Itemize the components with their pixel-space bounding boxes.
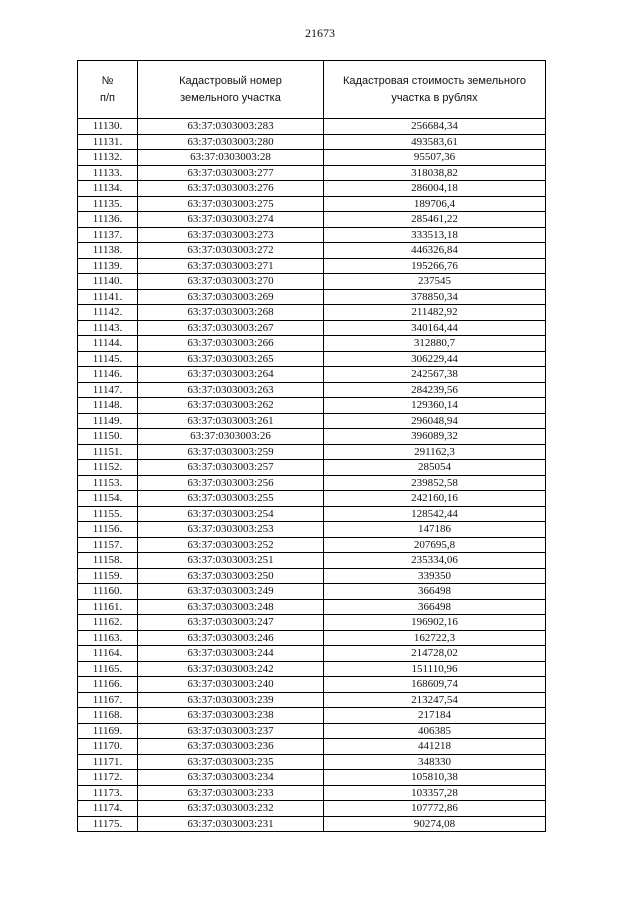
cadastral-number-cell: 63:37:0303003:283 xyxy=(138,119,324,135)
cadastral-number-cell: 63:37:0303003:268 xyxy=(138,305,324,321)
cadastral-number-cell: 63:37:0303003:263 xyxy=(138,382,324,398)
cadastral-value-cell: 441218 xyxy=(324,739,546,755)
row-number-cell: 11164. xyxy=(78,646,138,662)
row-number-cell: 11141. xyxy=(78,289,138,305)
row-number-cell: 11143. xyxy=(78,320,138,336)
row-number-cell: 11174. xyxy=(78,801,138,817)
cadastral-value-cell: 239852,58 xyxy=(324,475,546,491)
cadastral-number-cell: 63:37:0303003:252 xyxy=(138,537,324,553)
table-row xyxy=(78,413,546,429)
row-number-cell: 11140. xyxy=(78,274,138,290)
cadastral-value-cell: 237545 xyxy=(324,274,546,290)
cadastral-value-cell: 129360,14 xyxy=(324,398,546,414)
row-number-cell: 11175. xyxy=(78,816,138,832)
cadastral-number-cell: 63:37:0303003:275 xyxy=(138,196,324,212)
row-number-cell: 11157. xyxy=(78,537,138,553)
cadastral-value-cell: 196902,16 xyxy=(324,615,546,631)
cadastral-number-cell: 63:37:0303003:246 xyxy=(138,630,324,646)
table-row xyxy=(78,243,546,259)
table-row xyxy=(78,677,546,693)
cadastral-value-cell: 366498 xyxy=(324,584,546,600)
cadastral-number-cell: 63:37:0303003:240 xyxy=(138,677,324,693)
cadastral-value-cell: 95507,36 xyxy=(324,150,546,166)
table-row xyxy=(78,196,546,212)
cadastral-number-cell: 63:37:0303003:257 xyxy=(138,460,324,476)
table-row xyxy=(78,739,546,755)
cadastral-number-cell: 63:37:0303003:239 xyxy=(138,692,324,708)
cadastral-value-table xyxy=(77,60,546,832)
cadastral-number-cell: 63:37:0303003:270 xyxy=(138,274,324,290)
row-number-cell: 11132. xyxy=(78,150,138,166)
table-row xyxy=(78,212,546,228)
cadastral-value-cell: 217184 xyxy=(324,708,546,724)
row-number-cell: 11130. xyxy=(78,119,138,135)
table-row xyxy=(78,227,546,243)
table-row xyxy=(78,320,546,336)
row-number-cell: 11163. xyxy=(78,630,138,646)
cadastral-value-cell: 128542,44 xyxy=(324,506,546,522)
table-row xyxy=(78,537,546,553)
table-row xyxy=(78,150,546,166)
cadastral-number-cell: 63:37:0303003:231 xyxy=(138,816,324,832)
table-row xyxy=(78,444,546,460)
cadastral-number-cell: 63:37:0303003:235 xyxy=(138,754,324,770)
row-number-cell: 11173. xyxy=(78,785,138,801)
cadastral-value-cell: 366498 xyxy=(324,599,546,615)
table-row xyxy=(78,584,546,600)
table-row xyxy=(78,661,546,677)
cadastral-value-cell: 396089,32 xyxy=(324,429,546,445)
table-row xyxy=(78,754,546,770)
row-number-cell: 11161. xyxy=(78,599,138,615)
cadastral-value-cell: 348330 xyxy=(324,754,546,770)
row-number-cell: 11133. xyxy=(78,165,138,181)
cadastral-value-cell: 285054 xyxy=(324,460,546,476)
table-row xyxy=(78,615,546,631)
cadastral-number-cell: 63:37:0303003:269 xyxy=(138,289,324,305)
cadastral-value-cell: 284239,56 xyxy=(324,382,546,398)
table-row xyxy=(78,134,546,150)
cadastral-value-cell: 256684,34 xyxy=(324,119,546,135)
cadastral-value-cell: 339350 xyxy=(324,568,546,584)
cadastral-number-cell: 63:37:0303003:267 xyxy=(138,320,324,336)
row-number-cell: 11159. xyxy=(78,568,138,584)
cadastral-value-cell: 291162,3 xyxy=(324,444,546,460)
cadastral-value-cell: 90274,08 xyxy=(324,816,546,832)
table-row xyxy=(78,801,546,817)
cadastral-value-cell: 207695,8 xyxy=(324,537,546,553)
cadastral-number-cell: 63:37:0303003:236 xyxy=(138,739,324,755)
cadastral-value-cell: 189706,4 xyxy=(324,196,546,212)
cadastral-number-cell: 63:37:0303003:276 xyxy=(138,181,324,197)
cadastral-value-cell: 446326,84 xyxy=(324,243,546,259)
table-row xyxy=(78,522,546,538)
table-row xyxy=(78,785,546,801)
cadastral-value-cell: 378850,34 xyxy=(324,289,546,305)
cadastral-number-cell: 63:37:0303003:237 xyxy=(138,723,324,739)
row-number-cell: 11151. xyxy=(78,444,138,460)
row-number-cell: 11139. xyxy=(78,258,138,274)
cadastral-value-cell: 147186 xyxy=(324,522,546,538)
cadastral-value-cell: 286004,18 xyxy=(324,181,546,197)
cadastral-number-cell: 63:37:0303003:26 xyxy=(138,429,324,445)
row-number-cell: 11169. xyxy=(78,723,138,739)
row-number-cell: 11166. xyxy=(78,677,138,693)
header-cadastral-value: Кадастровая стоимость земельного участка в рублях xyxy=(324,61,546,119)
table-row xyxy=(78,646,546,662)
row-number-cell: 11148. xyxy=(78,398,138,414)
row-number-cell: 11146. xyxy=(78,367,138,383)
row-number-cell: 11144. xyxy=(78,336,138,352)
table-header xyxy=(78,61,546,119)
row-number-cell: 11152. xyxy=(78,460,138,476)
cadastral-number-cell: 63:37:0303003:248 xyxy=(138,599,324,615)
table-row xyxy=(78,460,546,476)
table-row xyxy=(78,429,546,445)
row-number-cell: 11154. xyxy=(78,491,138,507)
row-number-cell: 11156. xyxy=(78,522,138,538)
row-number-cell: 11138. xyxy=(78,243,138,259)
table-row xyxy=(78,289,546,305)
header-row-number: № п/п xyxy=(78,61,138,119)
cadastral-value-cell: 318038,82 xyxy=(324,165,546,181)
cadastral-value-cell: 214728,02 xyxy=(324,646,546,662)
cadastral-value-cell: 333513,18 xyxy=(324,227,546,243)
cadastral-number-cell: 63:37:0303003:273 xyxy=(138,227,324,243)
cadastral-number-cell: 63:37:0303003:264 xyxy=(138,367,324,383)
cadastral-number-cell: 63:37:0303003:244 xyxy=(138,646,324,662)
cadastral-number-cell: 63:37:0303003:233 xyxy=(138,785,324,801)
row-number-cell: 11172. xyxy=(78,770,138,786)
table-row xyxy=(78,723,546,739)
row-number-cell: 11134. xyxy=(78,181,138,197)
table-row xyxy=(78,351,546,367)
row-number-cell: 11171. xyxy=(78,754,138,770)
table-row xyxy=(78,336,546,352)
row-number-cell: 11170. xyxy=(78,739,138,755)
table-row xyxy=(78,258,546,274)
table-row xyxy=(78,119,546,135)
cadastral-value-cell: 168609,74 xyxy=(324,677,546,693)
row-number-cell: 11153. xyxy=(78,475,138,491)
table-row xyxy=(78,506,546,522)
cadastral-value-cell: 162722,3 xyxy=(324,630,546,646)
cadastral-value-cell: 493583,61 xyxy=(324,134,546,150)
cadastral-number-cell: 63:37:0303003:266 xyxy=(138,336,324,352)
row-number-cell: 11145. xyxy=(78,351,138,367)
table-row xyxy=(78,553,546,569)
cadastral-number-cell: 63:37:0303003:238 xyxy=(138,708,324,724)
table-row xyxy=(78,398,546,414)
table-row xyxy=(78,305,546,321)
cadastral-value-cell: 242567,38 xyxy=(324,367,546,383)
cadastral-number-cell: 63:37:0303003:277 xyxy=(138,165,324,181)
cadastral-number-cell: 63:37:0303003:259 xyxy=(138,444,324,460)
cadastral-number-cell: 63:37:0303003:254 xyxy=(138,506,324,522)
table-row xyxy=(78,382,546,398)
cadastral-number-cell: 63:37:0303003:272 xyxy=(138,243,324,259)
cadastral-number-cell: 63:37:0303003:280 xyxy=(138,134,324,150)
cadastral-number-cell: 63:37:0303003:28 xyxy=(138,150,324,166)
row-number-cell: 11149. xyxy=(78,413,138,429)
table-row xyxy=(78,165,546,181)
cadastral-number-cell: 63:37:0303003:251 xyxy=(138,553,324,569)
row-number-cell: 11147. xyxy=(78,382,138,398)
cadastral-number-cell: 63:37:0303003:271 xyxy=(138,258,324,274)
cadastral-value-cell: 211482,92 xyxy=(324,305,546,321)
cadastral-value-cell: 107772,86 xyxy=(324,801,546,817)
cadastral-value-cell: 103357,28 xyxy=(324,785,546,801)
row-number-cell: 11160. xyxy=(78,584,138,600)
cadastral-number-cell: 63:37:0303003:242 xyxy=(138,661,324,677)
row-number-cell: 11167. xyxy=(78,692,138,708)
cadastral-value-cell: 406385 xyxy=(324,723,546,739)
cadastral-number-cell: 63:37:0303003:253 xyxy=(138,522,324,538)
table-row xyxy=(78,367,546,383)
row-number-cell: 11136. xyxy=(78,212,138,228)
cadastral-number-cell: 63:37:0303003:247 xyxy=(138,615,324,631)
cadastral-value-cell: 195266,76 xyxy=(324,258,546,274)
cadastral-number-cell: 63:37:0303003:261 xyxy=(138,413,324,429)
header-row xyxy=(78,61,546,119)
row-number-cell: 11168. xyxy=(78,708,138,724)
table-row xyxy=(78,708,546,724)
cadastral-number-cell: 63:37:0303003:255 xyxy=(138,491,324,507)
cadastral-value-cell: 105810,38 xyxy=(324,770,546,786)
cadastral-number-cell: 63:37:0303003:249 xyxy=(138,584,324,600)
cadastral-number-cell: 63:37:0303003:274 xyxy=(138,212,324,228)
cadastral-number-cell: 63:37:0303003:265 xyxy=(138,351,324,367)
cadastral-value-cell: 340164,44 xyxy=(324,320,546,336)
table-row xyxy=(78,491,546,507)
table-row xyxy=(78,692,546,708)
row-number-cell: 11137. xyxy=(78,227,138,243)
table-row xyxy=(78,770,546,786)
table-row xyxy=(78,816,546,832)
cadastral-number-cell: 63:37:0303003:262 xyxy=(138,398,324,414)
table-row xyxy=(78,568,546,584)
table-row xyxy=(78,630,546,646)
row-number-cell: 11131. xyxy=(78,134,138,150)
table-body xyxy=(78,119,546,832)
cadastral-value-cell: 242160,16 xyxy=(324,491,546,507)
table-row xyxy=(78,475,546,491)
cadastral-value-cell: 312880,7 xyxy=(324,336,546,352)
page-number: 21673 xyxy=(305,26,335,40)
header-cadastral-number: Кадастровый номер земельного участка xyxy=(138,61,324,119)
cadastral-number-cell: 63:37:0303003:232 xyxy=(138,801,324,817)
cadastral-value-cell: 285461,22 xyxy=(324,212,546,228)
row-number-cell: 11158. xyxy=(78,553,138,569)
table-row xyxy=(78,599,546,615)
row-number-cell: 11155. xyxy=(78,506,138,522)
row-number-cell: 11142. xyxy=(78,305,138,321)
table-row xyxy=(78,181,546,197)
row-number-cell: 11150. xyxy=(78,429,138,445)
cadastral-value-cell: 213247,54 xyxy=(324,692,546,708)
table-row xyxy=(78,274,546,290)
row-number-cell: 11165. xyxy=(78,661,138,677)
row-number-cell: 11162. xyxy=(78,615,138,631)
cadastral-number-cell: 63:37:0303003:250 xyxy=(138,568,324,584)
cadastral-number-cell: 63:37:0303003:256 xyxy=(138,475,324,491)
cadastral-value-cell: 306229,44 xyxy=(324,351,546,367)
row-number-cell: 11135. xyxy=(78,196,138,212)
cadastral-value-cell: 235334,06 xyxy=(324,553,546,569)
cadastral-value-cell: 296048,94 xyxy=(324,413,546,429)
cadastral-value-cell: 151110,96 xyxy=(324,661,546,677)
cadastral-number-cell: 63:37:0303003:234 xyxy=(138,770,324,786)
